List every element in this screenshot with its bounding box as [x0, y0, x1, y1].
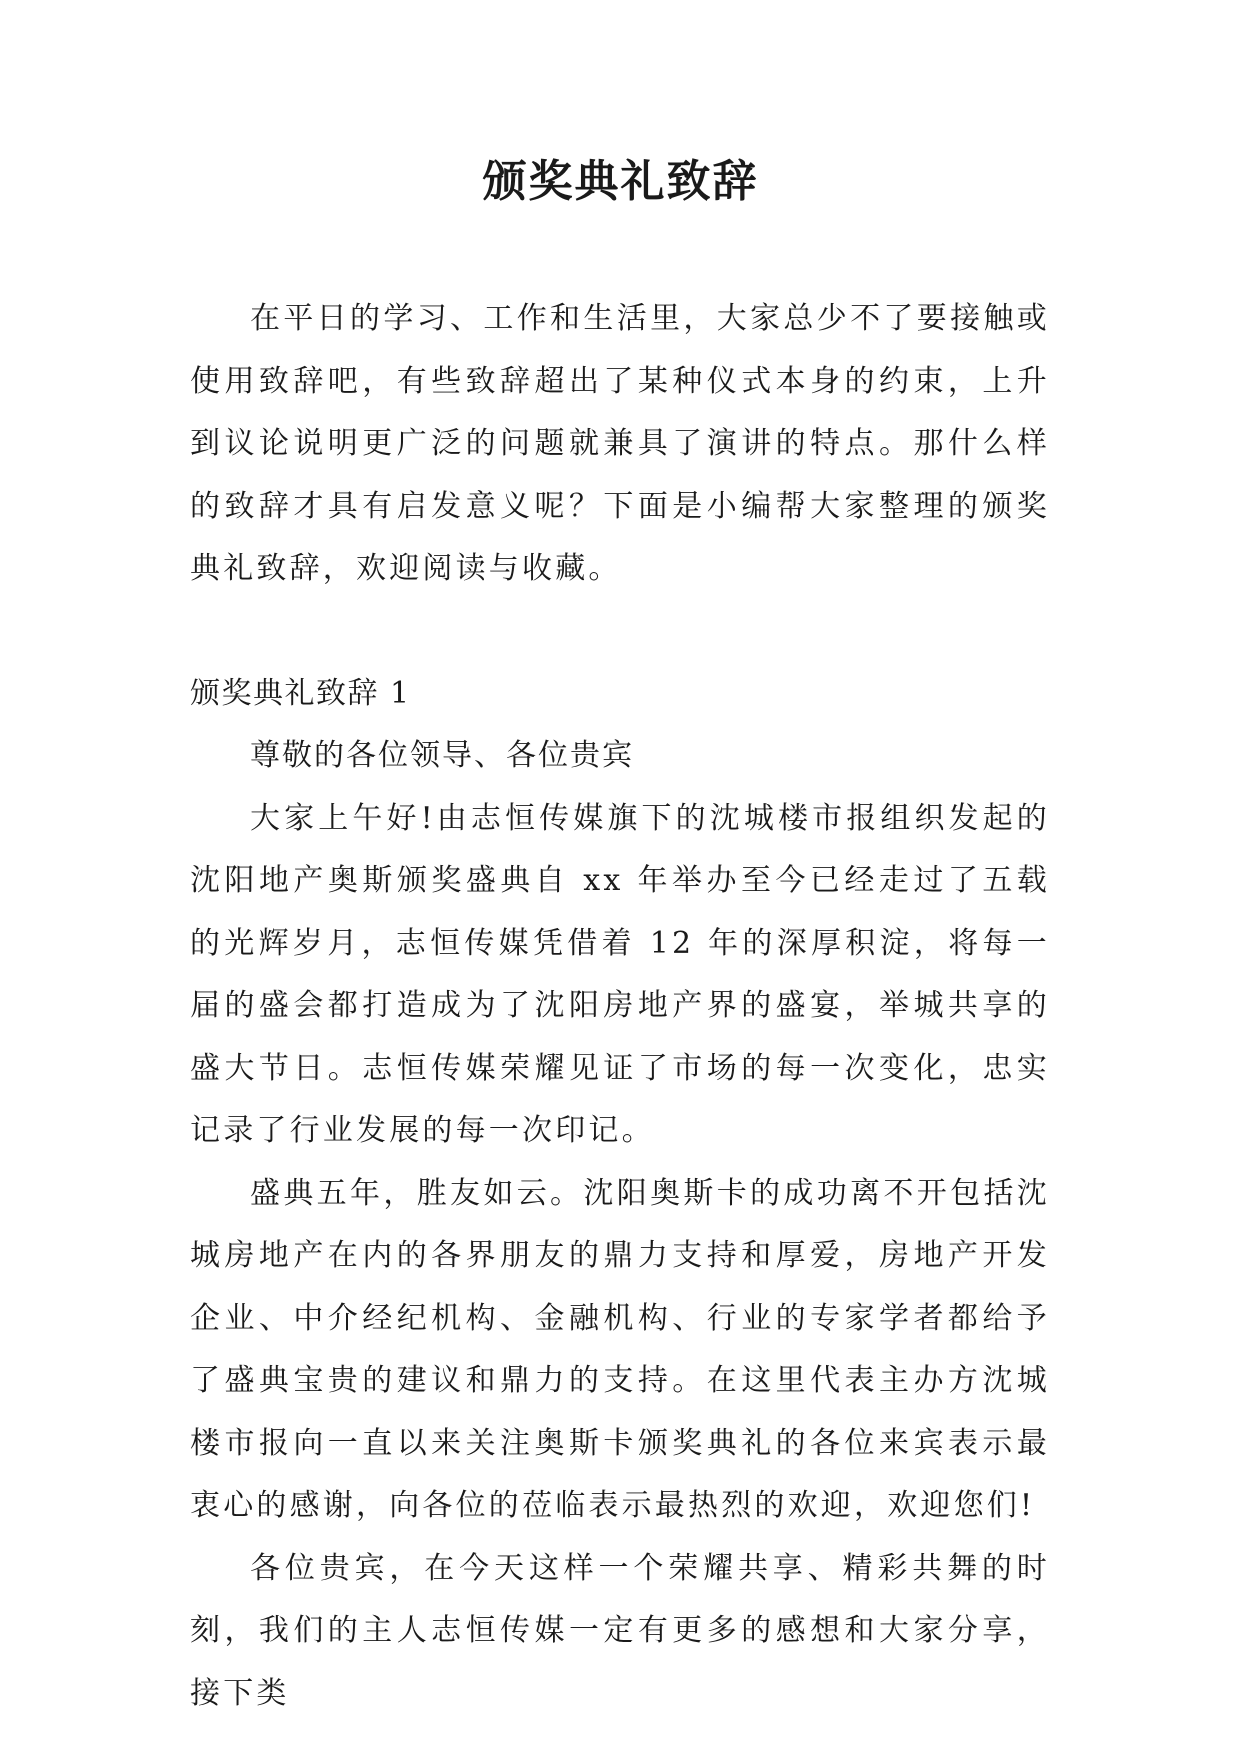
document-body — [190, 288, 1050, 1725]
section-heading: 颁奖典礼致辞 1 — [190, 675, 411, 711]
body-paragraph: 盛典五年，胜友如云。沈阳奥斯卡的成功离不开包括沈城房地产在内的各界朋友的鼎力支持和厚爱，房地产开发企业、中介经纪机构、金融机构、行业的专家学者都给予了盛典宝贵的建议和鼎力的支持。在这里代表主办方沈城楼市报向一直以来关注奥斯卡颁奖典礼的各位来宾表示最衷心的感谢，向各位的莅临表示最热烈的欢迎，欢迎您们! — [190, 1175, 1050, 1523]
body-paragraph: 各位贵宾，在今天这样一个荣耀共享、精彩共舞的时刻，我们的主人志恒传媒一定有更多的感想和大家分享，接下类 — [190, 1550, 1050, 1711]
salutation: 尊敬的各位领导、各位贵宾 — [250, 738, 634, 773]
intro-paragraph: 在平日的学习、工作和生活里，大家总少不了要接触或使用致辞吧，有些致辞超出了某种仪式本身的约束，上升到议论说明更广泛的问题就兼具了演讲的特点。那什么样的致辞才具有启发意义呢？下面是小编帮大家整理的颁奖典礼致辞，欢迎阅读与收藏。 — [190, 301, 1050, 586]
document-title: 颁奖典礼致辞 — [482, 156, 759, 207]
body-paragraph: 大家上午好!由志恒传媒旗下的沈城楼市报组织发起的沈阳地产奥斯颁奖盛典自 xx 年举办至今已经走过了五载的光辉岁月，志恒传媒凭借着 12 年的深厚积淀，将每一届的盛会都打造成为了沈阳房地产界的盛宴，举城共享的盛大节日。志恒传媒荣耀见证了市场的每一次变化，忠实记录了行业发展的每一次印记。 — [190, 800, 1050, 1148]
